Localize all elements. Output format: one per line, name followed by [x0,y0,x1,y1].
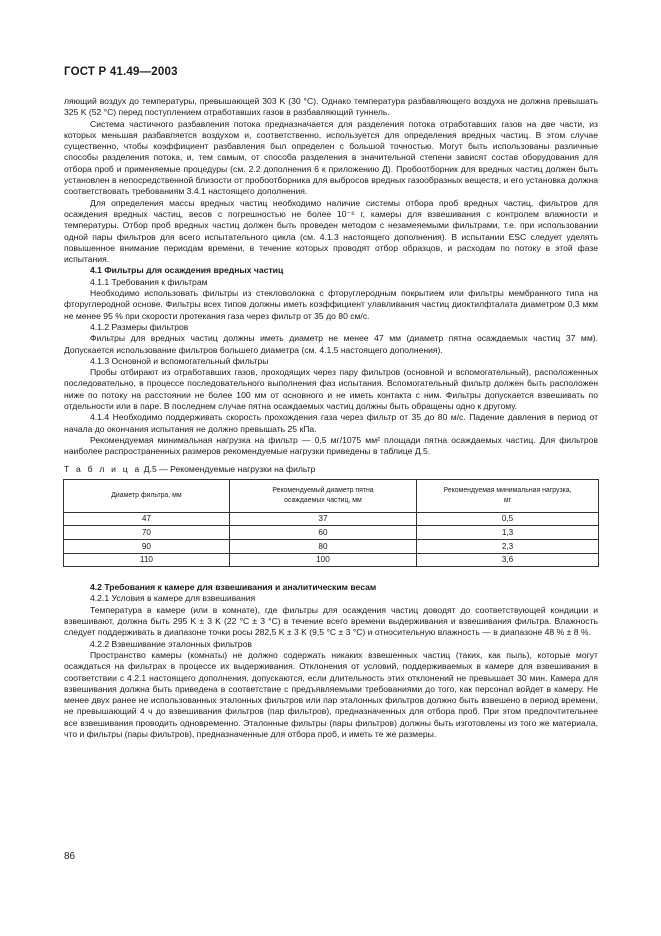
paragraph: 4.1.4 Необходимо поддерживать скорость прохождения газа через фильтр от 35 до 80 м/с. Падение давления в период от начала до окончания испытания не должно превышать 25 кПа. [64,412,598,434]
subsection-heading: 4.2.2 Взвешивание эталонных фильтров [90,638,252,649]
table-cell: 47 [64,512,230,526]
table-header-cell [417,479,599,512]
table-row [64,512,599,526]
section-heading: 4.1 Фильтры для осаждения вредных частиц [90,265,284,276]
paragraph: Система частичного разбавления потока предназначается для разделения потока отработавших газов на две части, из которых меньшая разбавляется воздухом и, соответственно, используется для определения вредных частиц. В этом случае существенно, чтобы коэффициент разбавления был определен с большой точностью. Могут быть использованы различные способы разделения потока, и, тем самым, от способа разделения в значительной степени зависят состав оборудования для отбора проб и применяемые процедуры (см. 2.2 дополнения 6 к приложению Д). Пробоотборник для вредных частиц должен быть установлен в непосредственной близости от пробоотборника для выбросов вредных газообразных веществ, и его установка должна соответствовать требованиям 3.4.1 настоящего дополнения. [64,118,598,197]
table-cell: 110 [64,553,230,567]
table-cell: 100 [229,553,416,567]
table-row [64,553,599,567]
table-caption [64,464,598,475]
table-caption-label: Т а б л и ц а [64,463,142,474]
section-heading: 4.2 Требования к камере для взвешивания и аналитическим весам [90,582,377,593]
paragraph: Температура в камере (или в комнате), где фильтры для осаждения частиц доводят до соответствующей кондиции и взвешивают, должна быть 295 K ± 3 K (22 °C ± 3 °C) в течение всего времени выдерживания и взвешивания фильтра. Влажность следует поддерживать в диапазоне точки росы 282,5 K ± 3 K (9,5 °C ± 3 °C) и относительную влажность — в диапазоне 48 % ± 8 %. [64,604,598,638]
table-cell: 37 [229,512,416,526]
paragraph: ляющий воздух до температуры, превышающей 303 K (30 °C). Однако температура разбавляющего воздуха не должна превышать 325 K (52 °C) перед поступлением отработавших газов в разбавляющий туннель. [64,96,598,118]
page-content [64,96,598,740]
subsection-heading: 4.1.2 Размеры фильтров [90,321,189,332]
header-text: Рекомендуемая минимальная нагрузка, мг [443,487,572,504]
header-text: Рекомендуемый диаметр пятна осаждаемых частиц, мм [272,487,374,504]
paragraph: Фильтры для вредных частиц должны иметь диаметр не менее 47 мм (диаметр пятна осаждаемых частиц 37 мм). Допускается использование фильтров большего диаметра (см. 4.1.5 настоящего дополнения). [64,333,598,355]
table-header-cell: Диаметр фильтра, мм [64,479,230,512]
table-header-row [64,479,599,512]
paragraph: Для определения массы вредных частиц необходимо наличие системы отбора проб вредных частиц, фильтров для осаждения вредных частиц, весов с погрешностью не более 10⁻⁶ г, камеры для взвешивания с контролем влажности и температуры. Отбор проб вредных частиц должен быть проведен методом с незамеяемыми фильтрами, т.е. при использовании одной пары фильтров для всего испытательного цикла (см. 4.1.3 настоящего дополнения). В испытании ESC следует уделять повышенное внимание периодам времени, в течение которых проводят отбор образцов, и расходам по потоку в этой фазе испытания. [64,197,598,265]
paragraph: Рекомендуемая минимальная нагрузка на фильтр — 0,5 мг/1075 мм² площади пятна осаждаемых частиц. Для фильтров наиболее распространенных размеров рекомендуемые нагрузки приведены в таблице Д.5. [64,434,598,457]
recommended-loads-table [63,479,599,567]
paragraph: Пространство камеры (комнаты) не должно содержать никаких взвешенных частиц (таких, как пыль), которые могут осаждаться на фильтрах в процессе их выдерживания. Отклонения от условий, поддерживаемых в камере для взвешивания в соответствии с 4.2.1 настоящего дополнения, допускаются, если длительность этих отклонений не превышает 30 мин. Камера для взвешивания должна быть приведена в соответствие с предъявляемыми требованиями до того, как персонал войдет в камеру. Не менее двух ранее не использованных эталонных фильтров или пар эталонных фильтров должно быть взвешено в период времени, не превышающий 4 ч до взвешивания фильтров (пар фильтров), предназначенных для отбора проб. При этом предпочтительнее все взвешивания проводить одновременно. Эталонные фильтры (пары фильтров) должны быть изготовлены из того же материала, что и фильтры (пары фильтров), предназначенные для отбора проб, и иметь те же размеры. [64,649,598,740]
table-cell: 60 [229,526,416,540]
table-cell: 3,6 [417,553,599,567]
subsection-heading: 4.1.3 Основной и вспомогательный фильтры [90,355,269,366]
table-cell: 2,3 [417,539,599,553]
table-cell: 1,3 [417,526,599,540]
table-cell: 80 [229,539,416,553]
page-number: 86 [64,851,76,862]
page-header: ГОСТ Р 41.49—2003 [64,66,178,78]
table-header-cell [229,479,416,512]
paragraph: Необходимо использовать фильтры из стекловолокна с фторуглеродным покрытием или фильтры мембранного типа на фторуглеродной основе. Фильтры всех типов должны иметь коэффициент улавливания частиц диоктилфталата диаметром 0,3 мкм не менее 95 % при скорости протекания газа через фильтр от 35 до 80 см/с. [64,288,598,321]
table-cell: 70 [64,526,230,540]
table-cell: 0,5 [417,512,599,526]
table-caption-text: Д.5 — Рекомендуемые нагрузки на фильтр [141,463,316,474]
table-cell: 90 [64,539,230,553]
subsection-heading: 4.2.1 Условия в камере для взвешивания [90,593,256,604]
paragraph: Пробы отбирают из отработавших газов, проходящих через пару фильтров (основной и вспомогательный), расположенных последовательно, в процессе последовательного выполнения фаз испытания. Вспомогательный фильтр должен быть расположен ниже по потоку на расстоянии не более 100 мм от основного и не иметь контакта с ним. Фильтры допускается взвешивать по отдельности или в паре. В последнем случае пятна осаждаемых частиц должны быть обращены одно к другому. [64,367,598,412]
subsection-heading: 4.1.1 Требования к фильтрам [90,276,208,287]
table-row [64,539,599,553]
table-row [64,526,599,540]
